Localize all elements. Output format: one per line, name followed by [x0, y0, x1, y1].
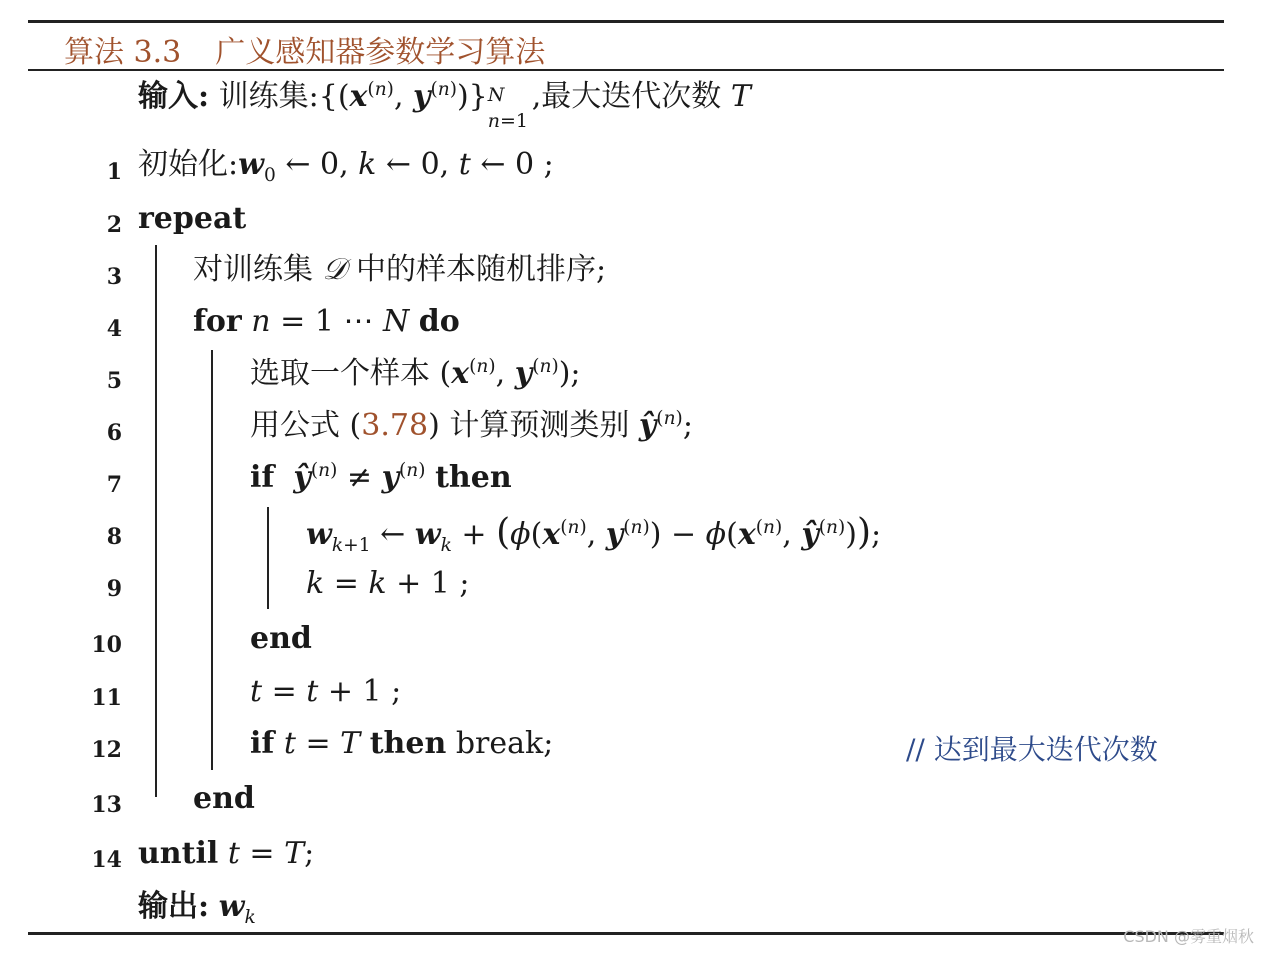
algo-line-10: end	[250, 621, 312, 656]
line-number: 11	[91, 685, 122, 711]
input-line: 输入: 训练集$:\{(x^{(n)}$, $y^{(n)}$)} N n=1 ,最大迭代次数 T	[138, 79, 751, 132]
algo-line-9: k = k + 1 ;	[306, 566, 470, 601]
line-number: 12	[91, 737, 122, 763]
algo-line-5: 选取一个样本 ($x^{(n)}$, $y^{(n)}$);	[250, 356, 581, 391]
for-block-bar	[211, 350, 213, 770]
algo-line-8: $w_{k+1}$ ← $w_k + (\phi(x^{(n)}$, $y^{(n)}) - \phi(x^{(n)}$, $ŷ^{(n)}$));	[306, 512, 882, 556]
line-number: 6	[106, 420, 122, 446]
repeat-keyword: repeat	[138, 201, 247, 236]
algo-line-4: for n = 1 ⋯ N do	[193, 304, 460, 339]
algorithm-caption	[64, 27, 545, 71]
output-line: 输出: $w_k$	[138, 889, 256, 928]
algo-line-6: 用公式 (3.78) 计算预测类别 $ŷ^{(n)}$;	[250, 408, 693, 443]
bottom-rule	[28, 932, 1224, 935]
line-number: 9	[106, 576, 122, 602]
line-number: 7	[106, 472, 122, 498]
line-number: 2	[106, 212, 122, 238]
line-number: 5	[106, 368, 122, 394]
if-block-bar	[267, 507, 269, 609]
init-text: 初始化:	[138, 147, 239, 182]
do-keyword: do	[418, 304, 460, 339]
line-number: 13	[91, 792, 122, 818]
line-comment: // 达到最大迭代次数	[906, 733, 1158, 766]
algorithm-title: 广义感知器参数学习算法	[215, 35, 546, 70]
watermark: CSDN @雾重烟秋	[1123, 927, 1254, 946]
algo-line-12: if t = T then break;	[250, 726, 554, 761]
repeat-block-bar	[155, 245, 157, 797]
algo-line-14: until t = T;	[138, 836, 315, 871]
line-number: 10	[91, 632, 122, 658]
line-number: 3	[106, 264, 122, 290]
top-rule	[28, 20, 1224, 23]
algorithm-label: 算法 3.3	[64, 35, 182, 70]
algo-line-3: 对训练集 𝒟 中的样本随机排序;	[193, 252, 607, 287]
line-number: 14	[91, 847, 122, 873]
input-keyword: 输入:	[138, 79, 210, 114]
algo-line-1: 初始化$:w_0$ ← 0, k ← 0, t ← 0 ;	[138, 147, 554, 186]
line-number: 1	[106, 159, 122, 185]
output-keyword: 输出:	[138, 889, 210, 924]
algo-line-11: t = t + 1 ;	[250, 674, 402, 709]
line-number: 8	[106, 524, 122, 550]
algo-line-2	[138, 201, 247, 236]
line-number: 4	[106, 316, 122, 342]
for-keyword: for	[193, 304, 242, 339]
algo-line-7: if $ŷ^{(n)} \ne y^{(n)}$ then	[250, 460, 512, 495]
input-text: 训练集:	[218, 79, 319, 114]
equation-ref-link[interactable]: 3.78	[361, 408, 429, 443]
input-tail: ,最大迭代次数	[531, 79, 731, 114]
algo-line-13: end	[193, 781, 255, 816]
